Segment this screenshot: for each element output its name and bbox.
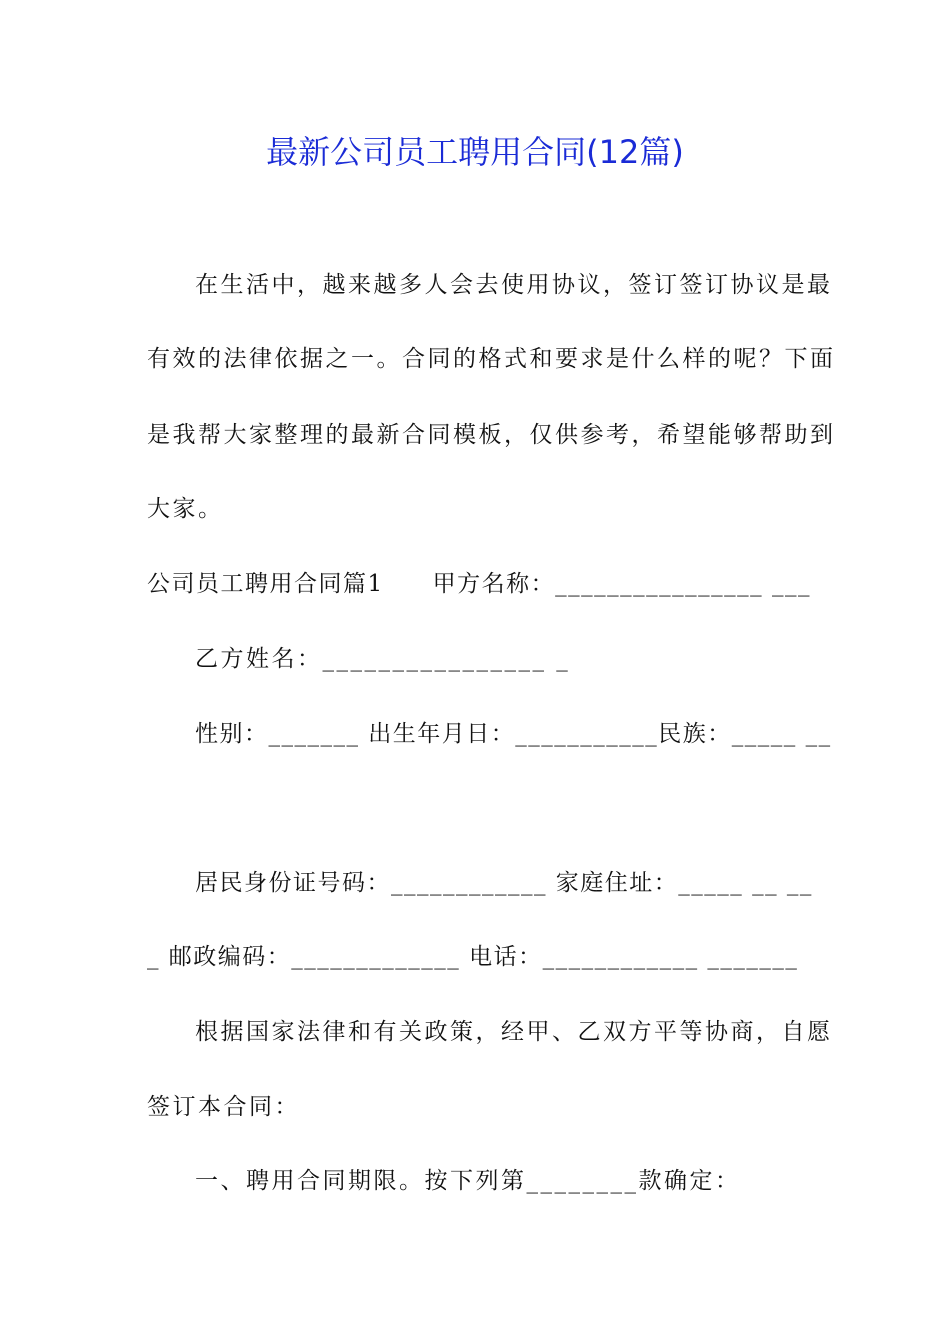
paragraph-line: 是我帮大家整理的最新合同模板，仅供参考，希望能够帮助到	[147, 422, 836, 448]
document-title: 最新公司员工聘用合同(12篇)	[266, 133, 684, 171]
form-field-line: 性别：_______ 出生年月日：___________民族：_____ __	[195, 721, 832, 747]
paragraph-line: 签订本合同：	[147, 1094, 300, 1120]
paragraph-line: 根据国家法律和有关政策，经甲、乙双方平等协商，自愿	[195, 1019, 833, 1045]
clause-line: 一、聘用合同期限。按下列第________款确定：	[195, 1168, 741, 1194]
form-field-line: _ 邮政编码：_____________ 电话：____________ _______	[147, 944, 799, 970]
form-field-line: 居民身份证号码：____________ 家庭住址：_____ __ __	[195, 870, 813, 896]
paragraph-line: 在生活中，越来越多人会去使用协议，签订签订协议是最	[195, 272, 833, 298]
paragraph-line: 有效的法律依据之一。合同的格式和要求是什么样的呢？下面	[147, 346, 836, 372]
contract-heading-line: 公司员工聘用合同篇1 甲方名称：________________ ___	[147, 571, 811, 597]
form-field-line: 乙方姓名：________________ _	[195, 646, 571, 672]
paragraph-line: 大家。	[147, 496, 224, 522]
